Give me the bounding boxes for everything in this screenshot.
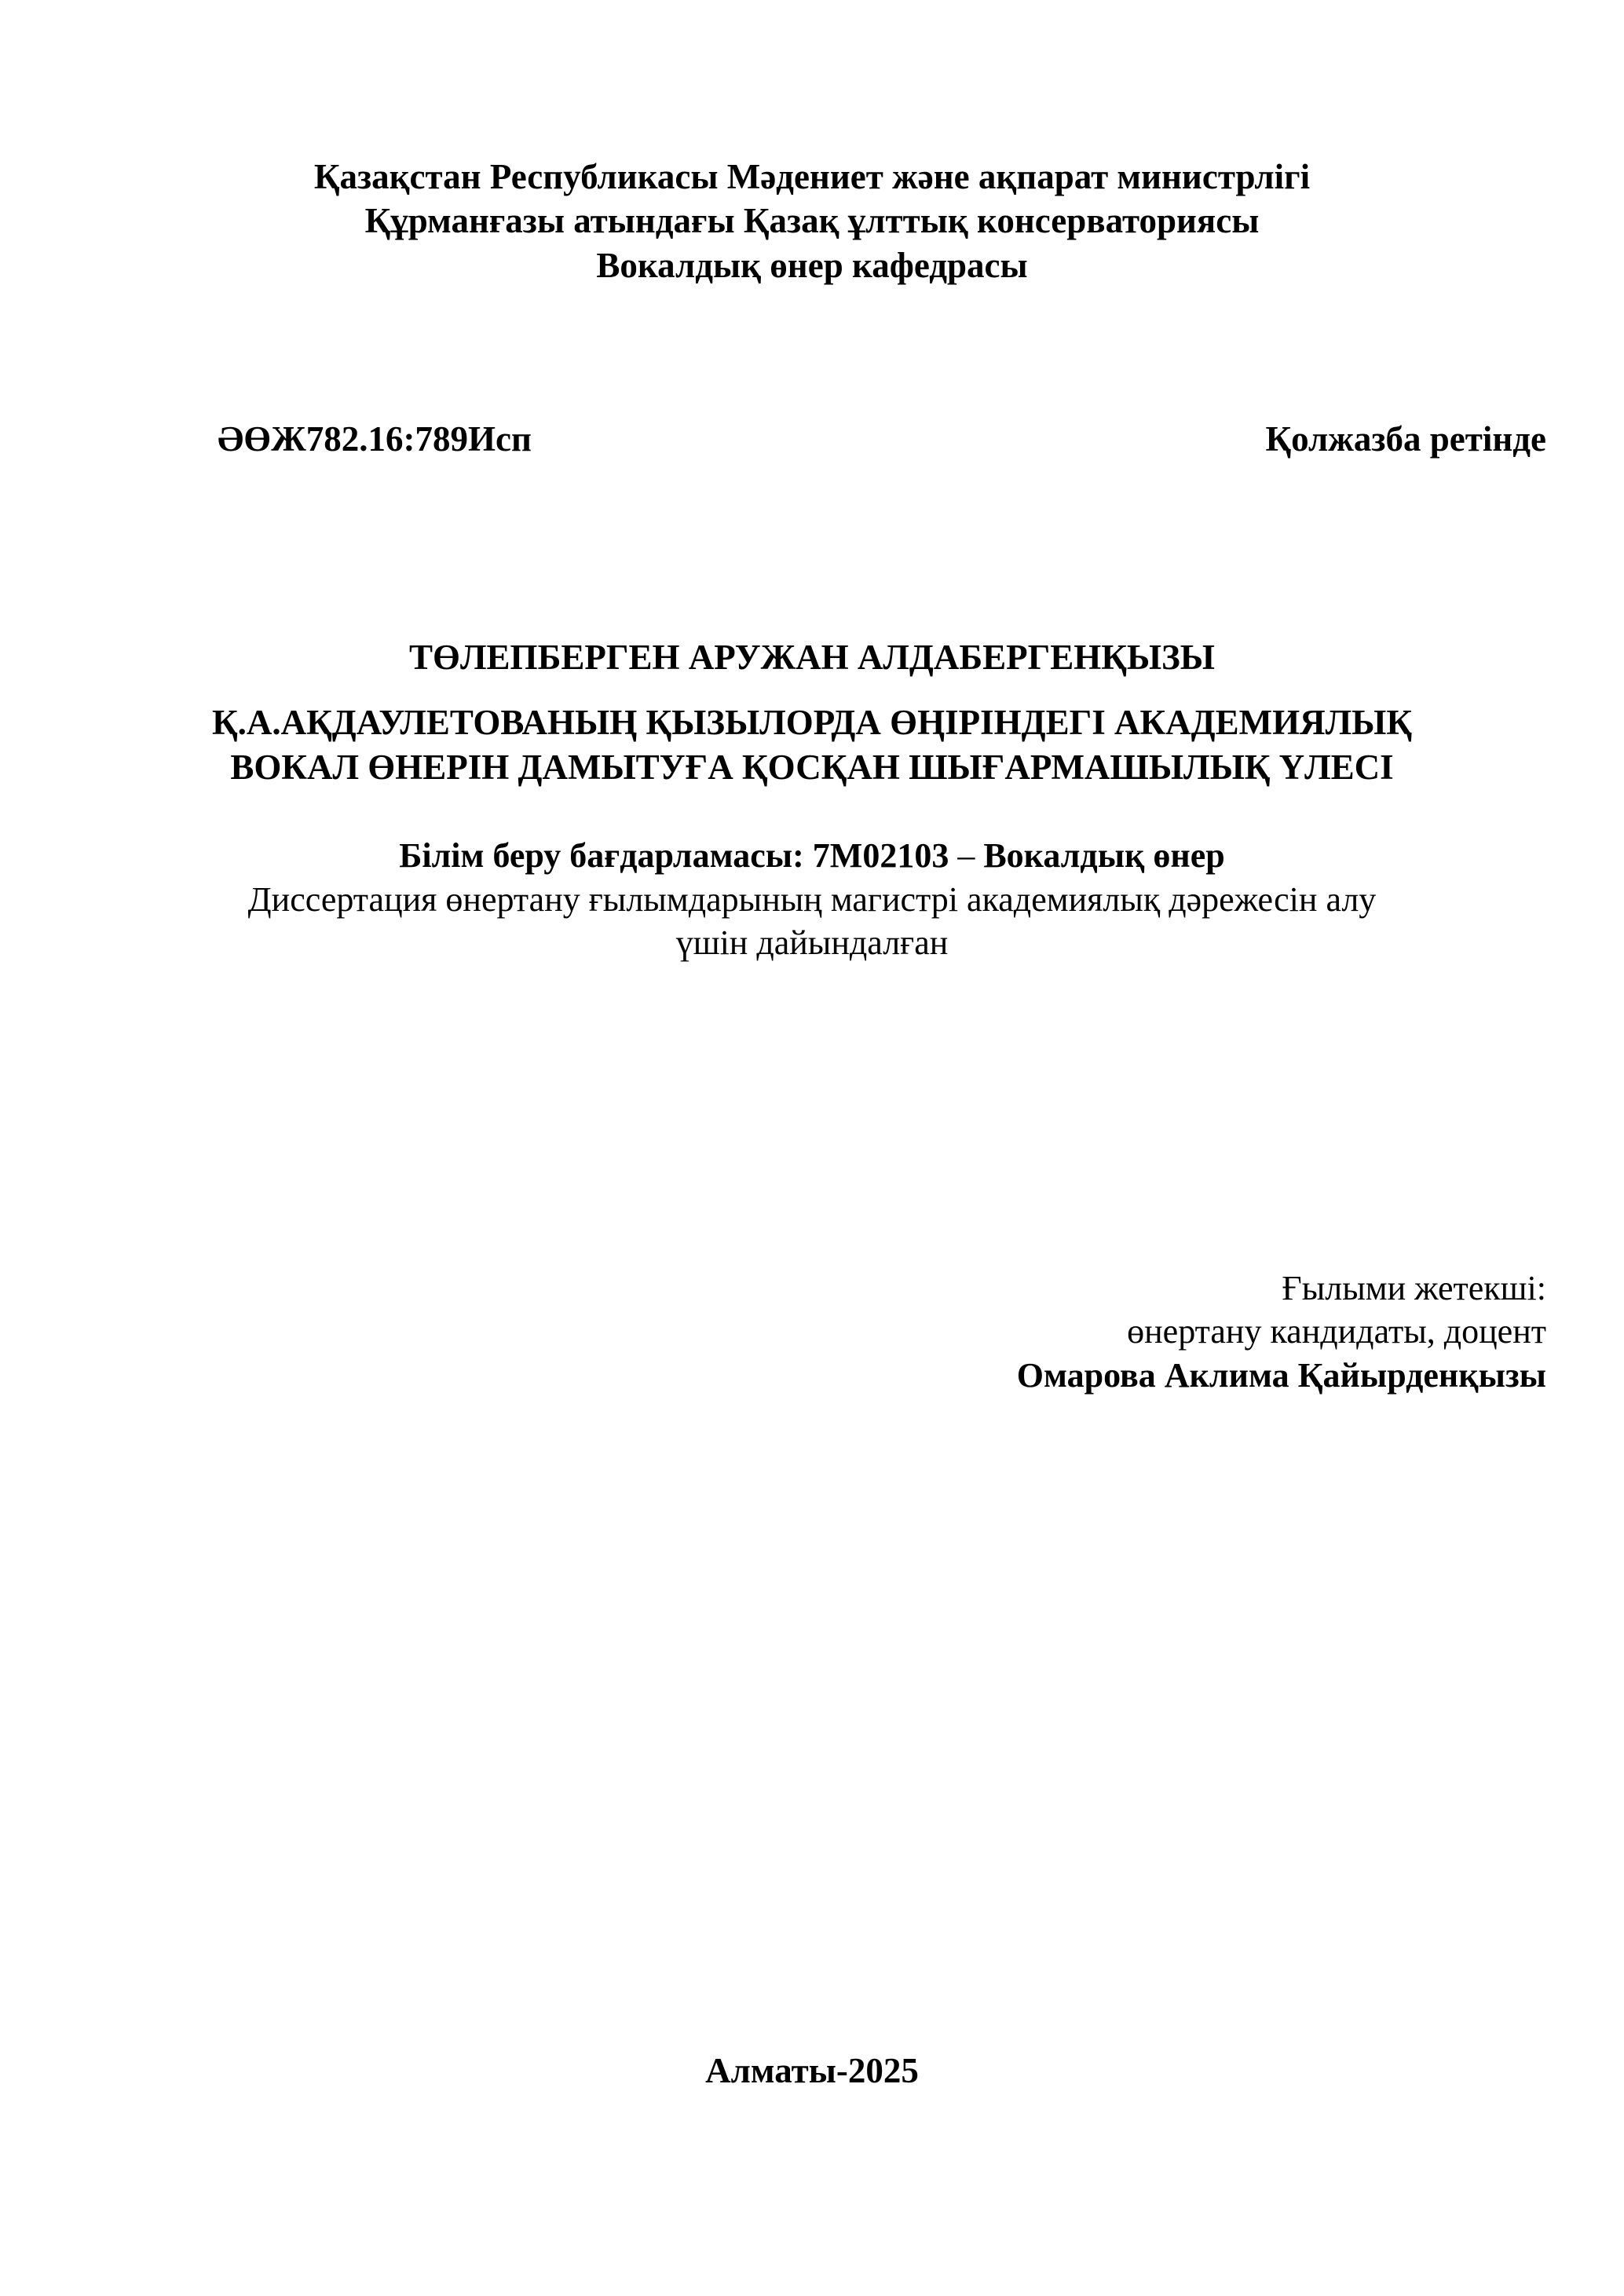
manuscript-note: Қолжазба ретінде xyxy=(1265,419,1546,459)
education-program xyxy=(0,836,1624,875)
supervisor-degree: өнертану кандидаты, доцент xyxy=(1127,1312,1546,1351)
udc-code: ӘӨЖ782.16:789Исп xyxy=(218,419,532,459)
department-name: Вокалдық өнер кафедрасы xyxy=(596,246,1028,285)
author-name: ТӨЛЕПБЕРГЕН АРУЖАН АЛДАБЕРГЕНҚЫЗЫ xyxy=(409,638,1215,677)
supervisor-name: Омарова Аклима Қайырденқызы xyxy=(1016,1356,1546,1395)
thesis-title-line-1: Қ.А.АҚДАУЛЕТОВАНЫҢ ҚЫЗЫЛОРДА ӨҢІРІНДЕГІ АКАДЕМИЯЛЫҚ xyxy=(212,703,1412,742)
conservatory-name: Құрманғазы атындағы Қазақ ұлттық консерваториясы xyxy=(364,201,1260,240)
dissertation-description-line-2: үшін дайындалған xyxy=(675,923,949,962)
supervisor-label: Ғылыми жетекші: xyxy=(1282,1269,1546,1307)
program-name: Вокалдық өнер xyxy=(983,836,1225,875)
program-label: Білім беру бағдарламасы: 7М02103 xyxy=(399,836,949,875)
program-dash: – xyxy=(949,836,984,875)
city-year: Алматы-2025 xyxy=(705,2051,919,2090)
thesis-title-line-2: ВОКАЛ ӨНЕРІН ДАМЫТУҒА ҚОСҚАН ШЫҒАРМАШЫЛЫҚ ҮЛЕСІ xyxy=(230,748,1394,787)
ministry-name: Қазақстан Республикасы Мәдениет және ақпарат министрлігі xyxy=(313,157,1311,196)
dissertation-description-line-1: Диссертация өнертану ғылымдарының магистрі академиялық дәрежесін алу xyxy=(247,880,1377,919)
